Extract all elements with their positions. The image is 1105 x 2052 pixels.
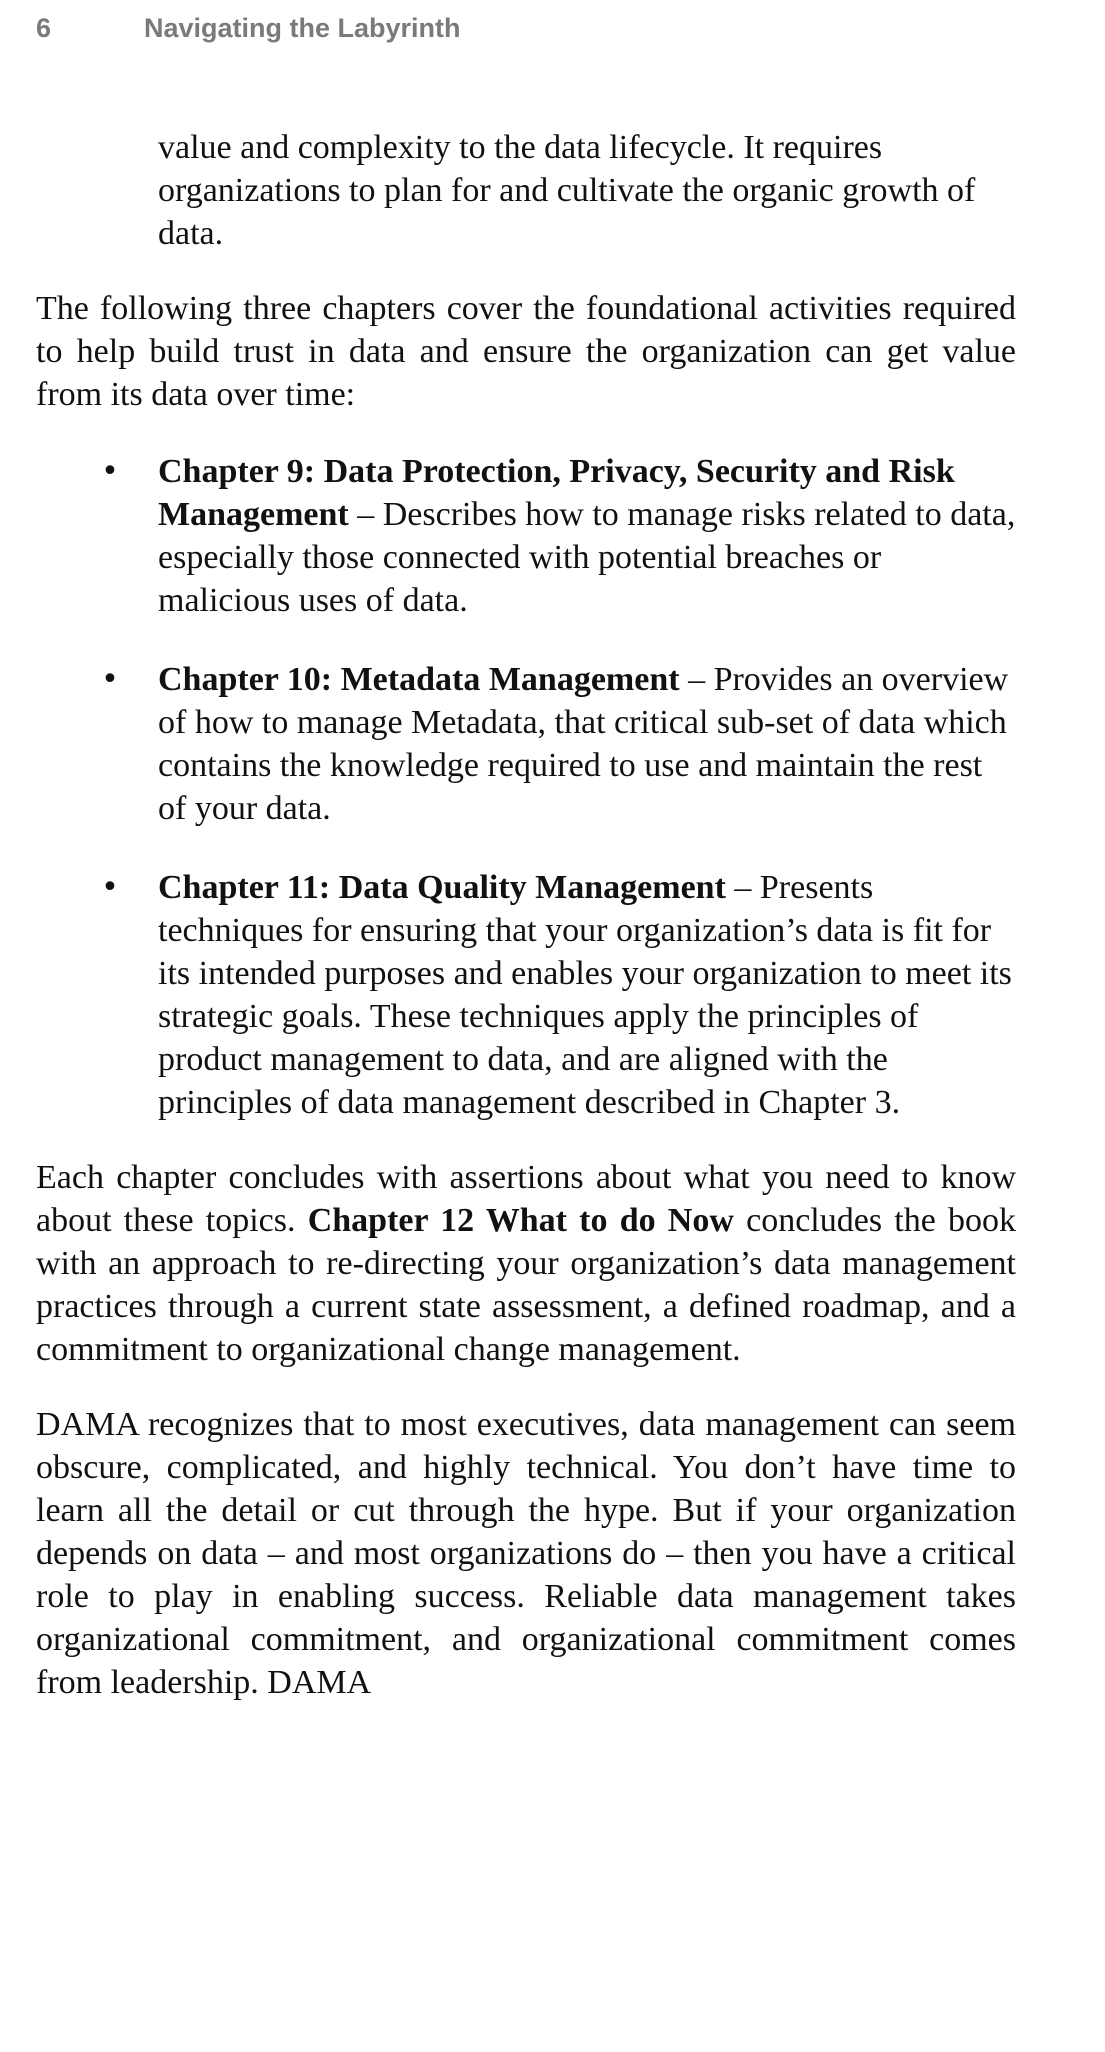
intro-paragraph: The following three chapters cover the foundational activities required to help build trust in data and ensure the organization can get value from its data over time: <box>36 290 1016 413</box>
continued-paragraph: value and complexity to the data lifecycle. It requires organizations to plan for and cultivate the organic growth of data. <box>158 129 976 252</box>
page-number: 6 <box>36 12 52 43</box>
chapter-title: Chapter 10: Metadata Management <box>158 661 680 698</box>
bullet-icon: • <box>101 662 119 697</box>
summary-paragraph <box>36 1156 1016 1371</box>
summary-text-before: Each chapter concludes with assertions about what you need to know about these topics. <box>36 1159 1016 1239</box>
summary-text-after: concludes the book with an approach to re-directing your organization’s data management practices through a current state assessment, a defined roadmap, and a commitment to organizational change management. <box>36 1202 1016 1368</box>
body-text <box>36 126 1016 1704</box>
closing-paragraph: DAMA recognizes that to most executives, data management can seem obscure, complicated, and highly technical. You don’t have time to learn all the detail or cut through the hype. But if your organization depends on data – and most organizations do – then you have a critical role to play in enabling success. Reliable data management takes organizational commitment, and organizational commitment comes from leadership. DAMA <box>36 1406 1016 1701</box>
chapter-title: Chapter 11: Data Quality Management <box>158 869 726 906</box>
chapter-description: – Describes how to manage risks related to data, especially those connected with potential breaches or malicious uses of data. <box>158 496 1016 619</box>
chapter-title: Chapter 9: Data Protection, Privacy, Security and Risk Management <box>158 453 955 533</box>
list-item-chapter-9 <box>36 450 1016 622</box>
list-item-chapter-10 <box>36 658 1016 830</box>
chapter-12-reference: Chapter 12 What to do Now <box>307 1202 734 1239</box>
bullet-icon: • <box>101 870 119 905</box>
running-title: Navigating the Labyrinth <box>144 12 461 43</box>
chapter-description: – Presents techniques for ensuring that your organization’s data is fit for its intended purposes and enables your organization to meet its strategic goals. These techniques apply the principles of product management to data, and are aligned with the principles of data management described in Chapter 3. <box>158 869 1012 1121</box>
bullet-icon: • <box>101 454 119 489</box>
running-header <box>36 8 461 48</box>
chapter-description: – Provides an overview of how to manage Metadata, that critical sub-set of data which contains the knowledge required to use and maintain the rest of your data. <box>158 661 1009 827</box>
list-item-chapter-11 <box>36 866 1016 1124</box>
chapter-list <box>36 450 1016 1124</box>
